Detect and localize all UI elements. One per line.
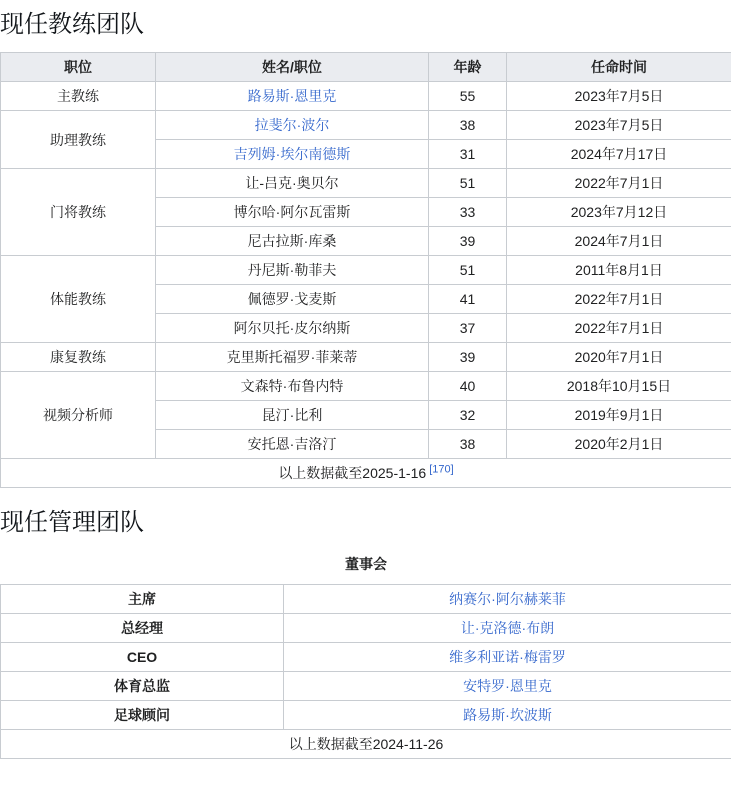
reference-link[interactable]: [170] [429,463,453,475]
name-cell [156,198,429,227]
name-cell [284,614,731,643]
coaching-table-footer-row [1,459,731,488]
coach-name-text: 博尔哈·阿尔瓦雷斯 [234,204,351,220]
reference-superscript [426,463,454,475]
name-cell [156,111,429,140]
appointment-date-cell: 2019年9月1日 [507,401,731,430]
role-cell: CEO [1,643,284,672]
coaching-table-row [1,169,731,198]
name-cell [156,372,429,401]
coach-name-text: 安托恩·吉洛汀 [248,436,337,452]
age-cell: 37 [429,314,507,343]
name-cell [284,643,731,672]
appointment-date-cell: 2022年7月1日 [507,169,731,198]
management-table-footer-row [1,730,731,759]
name-cell [284,672,731,701]
age-cell: 33 [429,198,507,227]
appointment-date-cell: 2023年7月12日 [507,198,731,227]
coach-name-link[interactable]: 路易斯·恩里克 [248,88,337,104]
role-cell: 足球顾问 [1,701,284,730]
coach-name-text: 克里斯托福罗·菲莱蒂 [227,349,358,365]
coaching-table-row [1,256,731,285]
appointment-date-cell: 2022年7月1日 [507,285,731,314]
age-cell: 38 [429,430,507,459]
management-table-row [1,614,731,643]
manager-name-link[interactable]: 路易斯·坎波斯 [463,707,552,723]
coaching-data-cutoff-cell [1,459,731,488]
manager-name-link[interactable]: 让·克洛德·布朗 [461,620,554,636]
position-cell: 助理教练 [1,111,156,169]
appointment-date-cell: 2011年8月1日 [507,256,731,285]
appointment-date-cell: 2020年7月1日 [507,343,731,372]
coach-name-text: 让-吕克·奥贝尔 [245,175,338,191]
column-header: 职位 [1,53,156,82]
coaching-table-row [1,372,731,401]
appointment-date-cell: 2024年7月17日 [507,140,731,169]
age-cell: 40 [429,372,507,401]
coaching-data-cutoff-note: 以上数据截至2025-1-16 [278,465,426,481]
position-cell: 主教练 [1,82,156,111]
coaching-team-heading: 现任教练团队 [0,10,731,40]
age-cell: 51 [429,256,507,285]
management-data-cutoff-cell [1,730,731,759]
position-cell: 门将教练 [1,169,156,256]
name-cell [156,140,429,169]
coach-name-text: 佩德罗·戈麦斯 [248,291,337,307]
coach-name-text: 丹尼斯·勒菲夫 [248,262,337,278]
name-cell [156,401,429,430]
appointment-date-cell: 2022年7月1日 [507,314,731,343]
position-cell: 康复教练 [1,343,156,372]
management-table-row [1,701,731,730]
role-cell: 总经理 [1,614,284,643]
name-cell [156,430,429,459]
column-header: 年龄 [429,53,507,82]
coach-name-link[interactable]: 吉列姆·埃尔南德斯 [234,146,351,162]
appointment-date-cell: 2023年7月5日 [507,82,731,111]
name-cell [156,314,429,343]
management-table-row [1,643,731,672]
coaching-table-header-row [1,53,731,82]
age-cell: 41 [429,285,507,314]
manager-name-link[interactable]: 安特罗·恩里克 [463,678,552,694]
coaching-table-row [1,82,731,111]
coach-name-text: 尼古拉斯·库桑 [248,233,337,249]
appointment-date-cell: 2024年7月1日 [507,227,731,256]
position-cell: 体能教练 [1,256,156,343]
position-cell: 视频分析师 [1,372,156,459]
board-caption: 董事会 [0,550,731,584]
age-cell: 55 [429,82,507,111]
coaching-table-row [1,343,731,372]
management-data-cutoff-note: 以上数据截至2024-11-26 [289,736,444,752]
column-header: 任命时间 [507,53,731,82]
age-cell: 51 [429,169,507,198]
coach-name-text: 文森特·布鲁内特 [241,378,344,394]
name-cell [156,256,429,285]
name-cell [284,701,731,730]
role-cell: 主席 [1,585,284,614]
appointment-date-cell: 2018年10月15日 [507,372,731,401]
appointment-date-cell: 2020年2月1日 [507,430,731,459]
age-cell: 31 [429,140,507,169]
age-cell: 39 [429,227,507,256]
name-cell [156,227,429,256]
role-cell: 体育总监 [1,672,284,701]
management-team-heading: 现任管理团队 [0,508,731,538]
name-cell [156,285,429,314]
management-table-row [1,672,731,701]
coach-name-link[interactable]: 拉斐尔·波尔 [255,117,330,133]
age-cell: 38 [429,111,507,140]
coach-name-text: 阿尔贝托·皮尔纳斯 [234,320,351,336]
coaching-table-row [1,111,731,140]
appointment-date-cell: 2023年7月5日 [507,111,731,140]
management-table-row [1,585,731,614]
manager-name-link[interactable]: 纳赛尔·阿尔赫莱菲 [449,591,566,607]
coach-name-text: 昆汀·比利 [262,407,323,423]
name-cell [284,585,731,614]
manager-name-link[interactable]: 维多利亚诺·梅雷罗 [449,649,566,665]
name-cell [156,82,429,111]
name-cell [156,343,429,372]
management-team-table [0,550,731,759]
age-cell: 39 [429,343,507,372]
age-cell: 32 [429,401,507,430]
coaching-team-table [0,52,731,488]
name-cell [156,169,429,198]
column-header: 姓名/职位 [156,53,429,82]
